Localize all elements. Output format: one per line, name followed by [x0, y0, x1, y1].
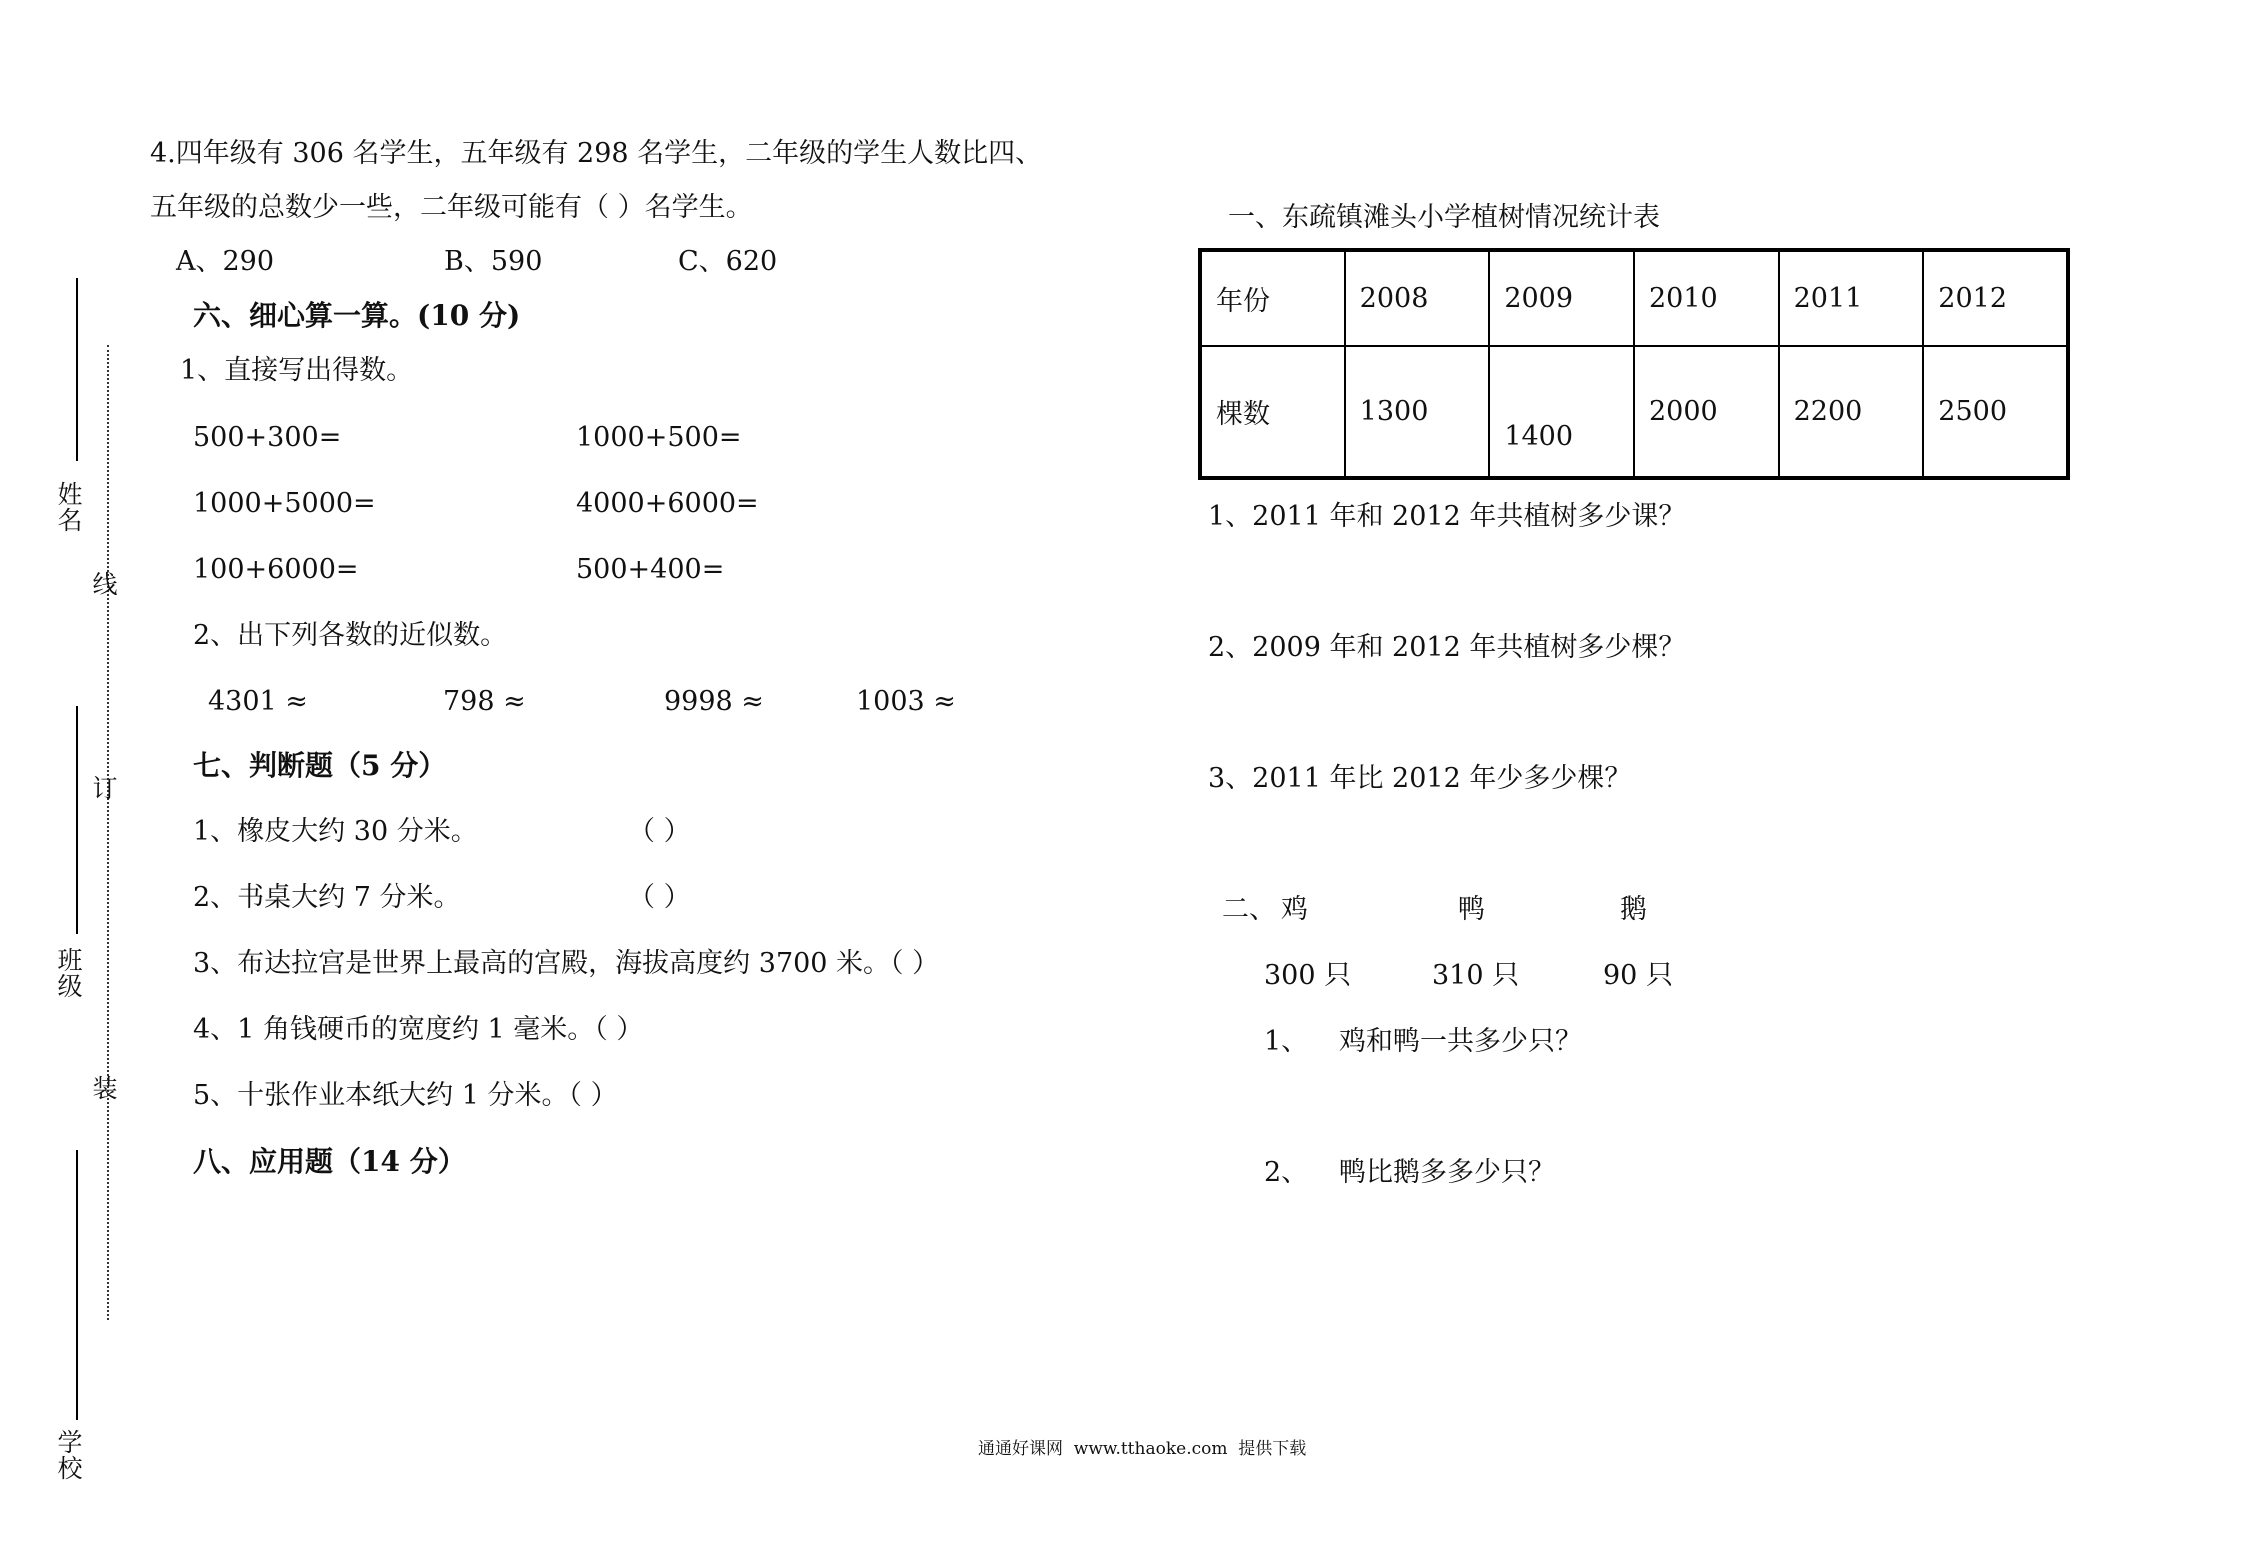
table-cell-count: 1400	[1489, 346, 1634, 478]
table-cell-year: 2012	[1923, 250, 2068, 346]
table-cell-year: 2009	[1489, 250, 1634, 346]
approx-item: 1003 ≈	[856, 686, 956, 717]
p2-prefix: 二、	[1222, 894, 1276, 925]
section8-title: 八、应用题（14 分）	[193, 1145, 466, 1178]
stats-table-title: 一、东疏镇滩头小学植树情况统计表	[1228, 202, 1660, 233]
p2-question-text: 鸭比鹅多多少只？	[1339, 1157, 1555, 1188]
judge-bracket: （ ）	[628, 816, 691, 847]
judge-item: 4、1 角钱硬币的宽度约 1 毫米。（ ）	[193, 1014, 644, 1045]
p2-count: 300 只	[1264, 960, 1352, 991]
binding-line-middle-2	[76, 1150, 78, 1420]
section6-title: 六、细心算一算。(10 分)	[193, 299, 521, 332]
binding-mark-bind: 装	[92, 1074, 118, 1103]
q4-line1: 4.四年级有 306 名学生，五年级有 298 名学生，二年级的学生人数比四、	[150, 138, 1043, 169]
stats-table	[1198, 248, 2070, 480]
approx-item: 4301 ≈	[208, 686, 308, 717]
binding-line-top	[76, 278, 78, 461]
judge-item: 2、书桌大约 7 分米。	[193, 882, 461, 913]
p2-question-num: 2、	[1264, 1157, 1309, 1188]
table-row-label: 年份	[1200, 250, 1345, 346]
p1-question: 1、2011 年和 2012 年共植树多少课？	[1208, 501, 1686, 532]
table-cell-count: 2000	[1634, 346, 1779, 478]
p2-count: 90 只	[1603, 960, 1673, 991]
p1-question: 2、2009 年和 2012 年共植树多少棵？	[1208, 632, 1686, 663]
p2-animal: 鸡	[1281, 894, 1308, 925]
q4-option-a: A、290	[176, 246, 275, 277]
judge-bracket: （ ）	[628, 882, 691, 913]
calc-item: 1000+500=	[576, 422, 742, 453]
judge-item: 5、十张作业本纸大约 1 分米。（ ）	[193, 1080, 618, 1111]
table-row	[1200, 346, 2068, 478]
calc-item: 100+6000=	[193, 554, 359, 585]
table-row	[1200, 250, 2068, 346]
approx-item: 9998 ≈	[664, 686, 764, 717]
judge-item: 3、布达拉宫是世界上最高的宫殿，海拔高度约 3700 米。（ ）	[193, 948, 940, 979]
p2-question-num: 1、	[1264, 1026, 1309, 1057]
binding-mark-staple: 订	[92, 774, 118, 803]
calc-item: 4000+6000=	[576, 488, 759, 519]
section6-q2: 2、出下列各数的近似数。	[193, 620, 508, 651]
approx-item: 798 ≈	[443, 686, 526, 717]
q4-option-b: B、590	[444, 246, 543, 277]
p2-count: 310 只	[1432, 960, 1520, 991]
table-cell-year: 2008	[1345, 250, 1490, 346]
p2-animal: 鸭	[1458, 894, 1485, 925]
p1-question: 3、2011 年比 2012 年少多少棵？	[1208, 763, 1632, 794]
q4-line2: 五年级的总数少一些，二年级可能有（ ）名学生。	[150, 192, 753, 223]
table-row-label: 棵数	[1200, 346, 1345, 478]
q4-option-c: C、620	[678, 246, 778, 277]
binding-dotted-line	[107, 345, 109, 1320]
name-label: 姓名	[57, 480, 83, 536]
binding-mark-line: 线	[92, 570, 118, 599]
calc-item: 1000+5000=	[193, 488, 376, 519]
section7-title: 七、判断题（5 分）	[193, 749, 447, 782]
judge-item: 1、橡皮大约 30 分米。	[193, 816, 478, 847]
p2-question-text: 鸡和鸭一共多少只？	[1339, 1026, 1582, 1057]
school-label: 学校	[57, 1428, 83, 1484]
section6-q1: 1、直接写出得数。	[180, 355, 414, 386]
table-cell-count: 2500	[1923, 346, 2068, 478]
calc-item: 500+300=	[193, 422, 342, 453]
table-cell-count: 2200	[1779, 346, 1924, 478]
footer-credit: 通通好课网 www.tthaoke.com 提供下载	[978, 1439, 1307, 1459]
class-label: 班级	[57, 946, 83, 1002]
table-cell-year: 2010	[1634, 250, 1779, 346]
p2-animal: 鹅	[1620, 894, 1647, 925]
table-cell-year: 2011	[1779, 250, 1924, 346]
calc-item: 500+400=	[576, 554, 725, 585]
binding-line-middle-1	[76, 706, 78, 934]
table-cell-count: 1300	[1345, 346, 1490, 478]
